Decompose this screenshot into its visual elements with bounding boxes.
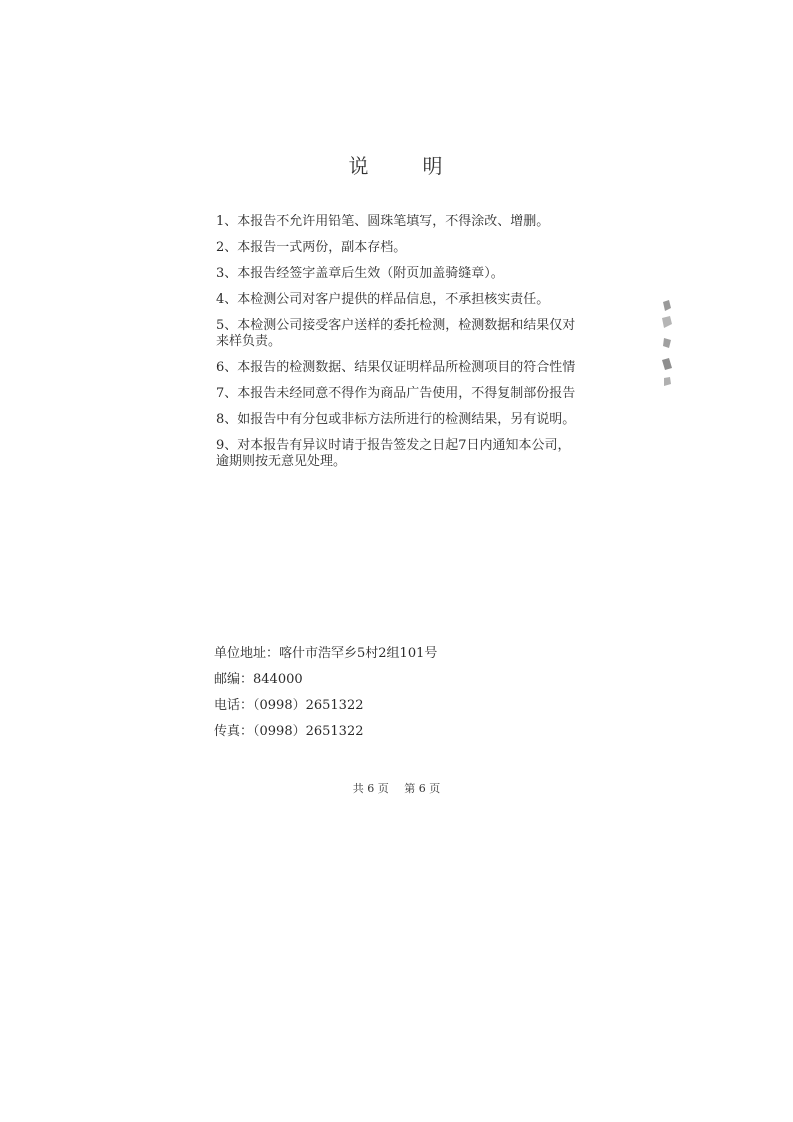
page-footer xyxy=(0,780,793,796)
page-title xyxy=(0,150,793,179)
seal-fragment-mark xyxy=(660,298,674,388)
note-item-1: 1、本报告不允许用铅笔、圆珠笔填写，不得涂改、增删。 xyxy=(216,214,550,229)
note-item-7: 7、本报告未经同意不得作为商品广告使用，不得复制部份报告 xyxy=(216,386,576,401)
phone-line: 电话：（0998）2651322 xyxy=(214,698,364,713)
contact-block xyxy=(214,646,574,750)
total-pages: 共 6 页 xyxy=(352,782,389,795)
note-item-6: 6、本报告的检测数据、结果仅证明样品所检测项目的符合性情 xyxy=(216,360,576,375)
note-item-8: 8、如报告中有分包或非标方法所进行的检测结果，另有说明。 xyxy=(216,412,576,427)
notes-list xyxy=(216,214,588,480)
address-line: 单位地址：喀什市浩罕乡5村2组101号 xyxy=(214,646,438,661)
note-item-5: 5、本检测公司接受客户送样的委托检测，检测数据和结果仅对来样负责。 xyxy=(216,318,576,349)
postcode-line: 邮编：844000 xyxy=(214,672,303,687)
note-item-3: 3、本报告经签字盖章后生效（附页加盖骑缝章）。 xyxy=(216,266,504,281)
note-item-9: 9、对本报告有异议时请于报告签发之日起7日内通知本公司，逾期则按无意见处理。 xyxy=(216,438,571,469)
title-part-2: 明 xyxy=(422,154,445,178)
current-page: 第 6 页 xyxy=(404,782,441,795)
note-item-2: 2、本报告一式两份，副本存档。 xyxy=(216,240,407,255)
note-item-4: 4、本检测公司对客户提供的样品信息，不承担核实责任。 xyxy=(216,292,550,307)
title-part-1: 说 xyxy=(348,154,371,178)
fax-line: 传真：（0998）2651322 xyxy=(214,724,364,739)
